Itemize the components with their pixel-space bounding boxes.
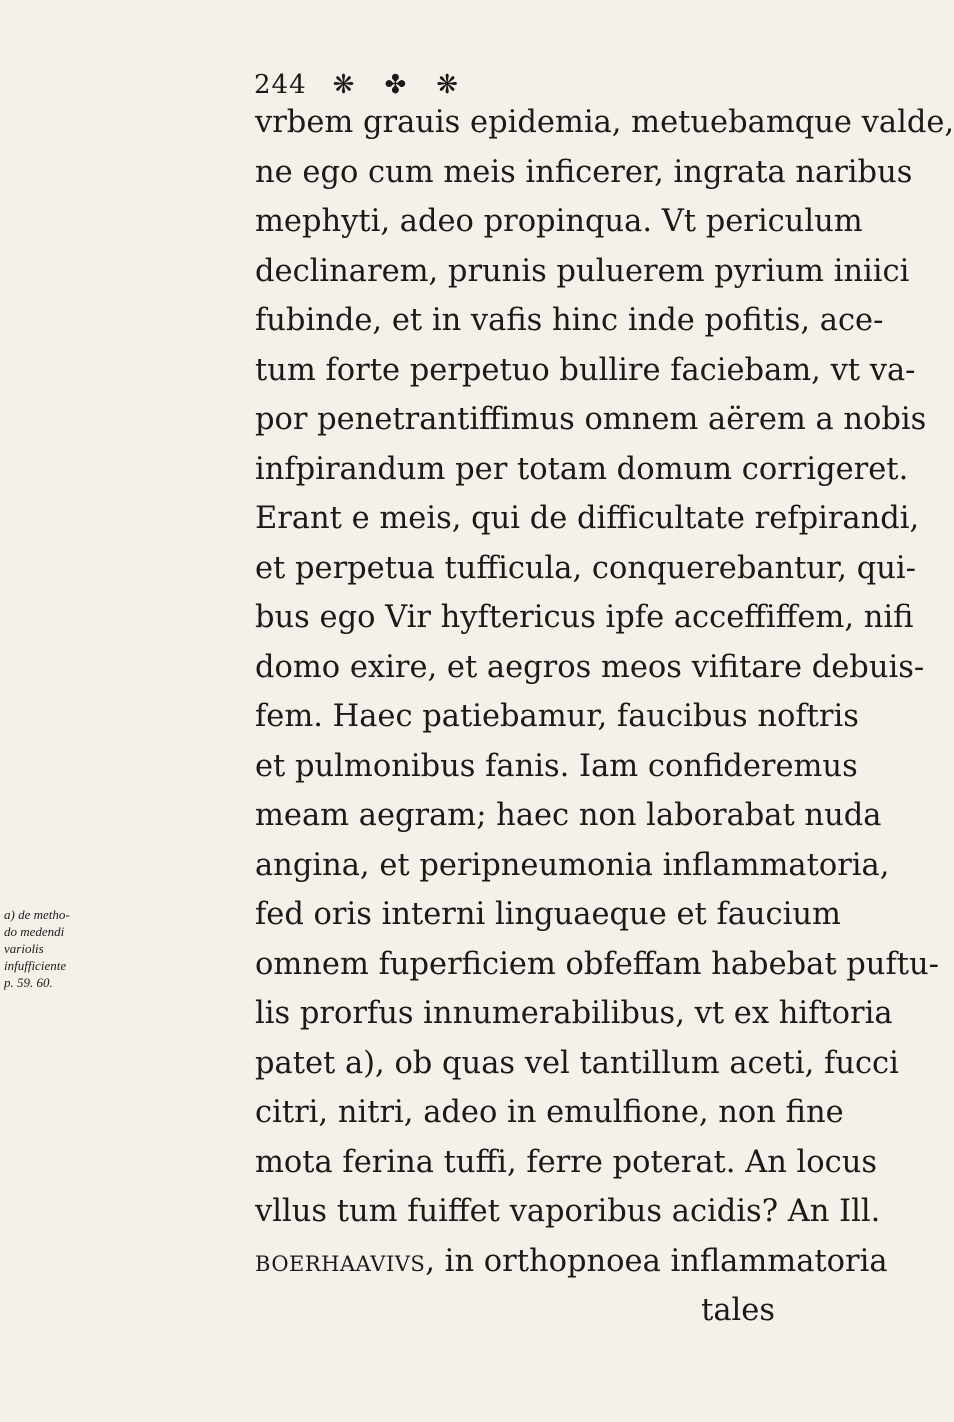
text-line: patet a), ob quas vel tantillum aceti, fucci	[255, 1045, 899, 1081]
text-line: declinarem, prunis puluerem pyrium iniici	[255, 253, 910, 289]
text-line: infpirandum per totam domum corrigeret.	[255, 451, 909, 487]
running-header	[254, 70, 458, 100]
text-line: meam aegram; haec non laborabat nuda	[255, 798, 882, 833]
marginal-note-line: p. 59. 60.	[4, 975, 53, 990]
text-line: Erant e meis, qui de difficultate refpirandi,	[255, 501, 920, 536]
marginal-note-line: a) de metho-	[4, 907, 70, 922]
text-line: omnem fuperficiem obfeffam habebat puftu-	[255, 946, 939, 982]
text-line: fem. Haec patiebamur, faucibus noftris	[255, 699, 859, 734]
text-line: ne ego cum meis inficerer, ingrata naribus	[255, 154, 913, 190]
text-line: por penetrantiffimus omnem aërem a nobis	[255, 402, 927, 437]
marginal-note-line: infufficiente	[4, 958, 67, 973]
main-text-block	[255, 98, 954, 1336]
marginal-note	[4, 906, 70, 991]
catchword: tales	[701, 1293, 775, 1328]
text-line: angina, et peripneumonia inflammatoria,	[255, 847, 890, 883]
text-line: lis prorfus innumerabilibus, vt ex hiftoria	[255, 996, 893, 1031]
text-line: citri, nitri, adeo in emulfione, non fine	[255, 1095, 844, 1130]
text-line	[255, 1237, 888, 1287]
text-line: domo exire, et aegros meos vifitare debuis-	[255, 649, 925, 685]
text-line: tum forte perpetuo bullire faciebam, vt va-	[255, 352, 916, 388]
text-line: et pulmonibus fanis. Iam confideremus	[255, 748, 858, 784]
text-line: vllus tum fuiffet vaporibus acidis? An Ill.	[255, 1194, 881, 1229]
page-number: 244	[254, 70, 307, 100]
text-line: bus ego Vir hyftericus ipfe acceffiffem, nifi	[255, 600, 914, 635]
text-line: fed oris interni linguaeque et faucium	[255, 897, 841, 932]
text-line: et perpetua tufficula, conquerebantur, qui-	[255, 550, 916, 586]
text-line: mephyti, adeo propinqua. Vt periculum	[255, 204, 863, 239]
text-line-rest: , in orthopnoea inflammatoria	[425, 1243, 888, 1279]
text-line: vrbem grauis epidemia, metuebamque valde,	[255, 105, 954, 140]
marginal-note-line: do medendi	[4, 924, 65, 939]
fleuron-ornament-icon: ❋	[332, 70, 355, 100]
author-name-smallcaps: boerhaavivs	[255, 1243, 426, 1279]
text-line: mota ferina tuffi, ferre poterat. An locus	[255, 1144, 878, 1180]
text-line: fubinde, et in vafis hinc inde pofitis, ace-	[255, 303, 884, 338]
fleuron-ornament-icon: ❋	[436, 70, 459, 100]
marginal-note-line: variolis	[4, 941, 44, 956]
fleuron-ornament-icon: ✤	[384, 70, 407, 100]
